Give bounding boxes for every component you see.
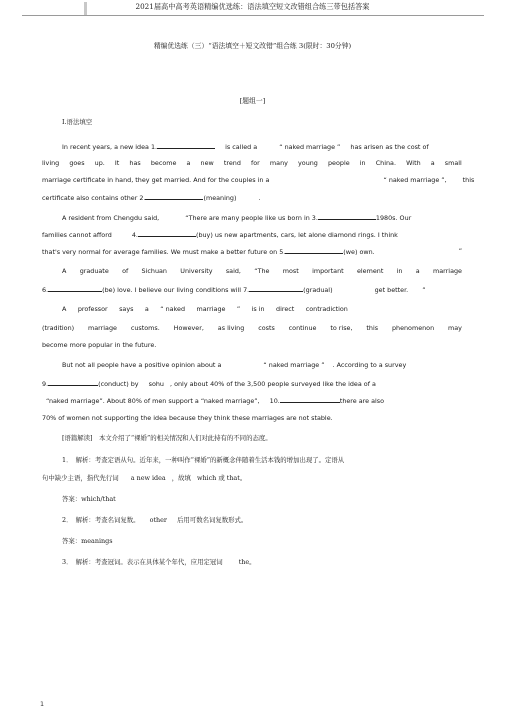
passage-line: 6. (be) love. I believe our living conditions will 7. (gradual) get better. ” xyxy=(42,286,426,294)
passage-line: certificate also contains other 2. (meaning) . xyxy=(42,194,261,202)
passage-line: living goes up. It has become a new trend for many young people in China. With a small xyxy=(42,159,462,167)
passage-line: A graduate of Sichuan University said, “The most important element in a marriage xyxy=(62,267,462,275)
explanation-1: 1． 解析：考查定语从句。近年来，一种叫作“裸婚”的新概念伴随着生活本钱的增加出现了。定语从 xyxy=(62,456,345,464)
blank-6[interactable] xyxy=(48,285,102,292)
section-heading: Ⅰ.语法填空 xyxy=(62,118,93,126)
passage-line: A resident from Chengdu said, “There are many people like us born in 3. 1980s. Our xyxy=(62,214,412,222)
passage-line: But not all people have a positive opinion about a “ naked marriage ” . According to a survey xyxy=(62,361,407,369)
page-header: 2021届高中高考英语精编优选练：语法填空短文改错组合练三带包括答案 xyxy=(135,2,370,11)
explanation-2: 2． 解析：考查名词复数。 other 后用可数名词复数形式。 xyxy=(62,516,248,524)
answer-2: 答案：meanings xyxy=(62,537,113,545)
discourse-summary: [语篇解读] 本文介绍了“裸婚”的相关情况和人们对此持有的不同的态度。 xyxy=(62,434,272,442)
header-rule xyxy=(22,15,484,16)
passage-line: that's very normal for average families. We must make a better future on 5. (we) own. ” xyxy=(42,247,462,256)
page-number: 1 xyxy=(40,700,45,708)
blank-9[interactable] xyxy=(48,379,98,386)
passage-line: “naked marriage”. About 80% of men support a “naked marriage”, 10. there are also xyxy=(46,397,385,405)
blank-2[interactable] xyxy=(145,193,203,200)
explanation-3: 3． 解析：考查冠词。表示在具体某个年代，应用定冠词 the。 xyxy=(62,558,256,566)
passage-line: 70% of women not supporting the idea because they think these marriages are not stable. xyxy=(42,414,333,422)
blank-7[interactable] xyxy=(249,285,303,292)
blank-10[interactable] xyxy=(280,396,340,403)
passage-line: become more popular in the future. xyxy=(42,341,157,349)
blank-1[interactable] xyxy=(157,142,215,149)
blank-4[interactable] xyxy=(138,230,196,237)
passage-line: (tradition) marriage customs. However, as living costs continue to rise, this phenomenon may xyxy=(42,324,462,332)
document-title: 精编优选练（三）“语法填空＋短文改错”组合练 3(限时：30分钟) xyxy=(153,42,352,50)
group-label: [题组一] xyxy=(239,97,266,105)
blank-3[interactable] xyxy=(318,213,376,220)
passage-line: marriage certificate in hand, they get married. And for the couples in a “ naked marriage ”, this xyxy=(42,176,475,184)
answer-1: 答案：which/that xyxy=(62,495,116,503)
blank-5[interactable] xyxy=(285,247,343,254)
passage-line: families cannot afford 4. (buy) us new apartments, cars, let alone diamond rings. I think xyxy=(42,231,398,239)
passage-line: In recent years, a new idea 1. is called a “ naked marriage ” has arisen as the cost of xyxy=(62,143,429,151)
passage-line: 9. (conduct) by sohu , only about 40% of the 3,500 people surveyed like the idea of a xyxy=(42,380,376,388)
explanation-1-cont: 句中缺少主语，指代先行词 a new idea ，故填 which 或 that。 xyxy=(42,474,247,482)
passage-line: A professor says a “ naked marriage ” is in direct contradiction xyxy=(62,305,348,313)
